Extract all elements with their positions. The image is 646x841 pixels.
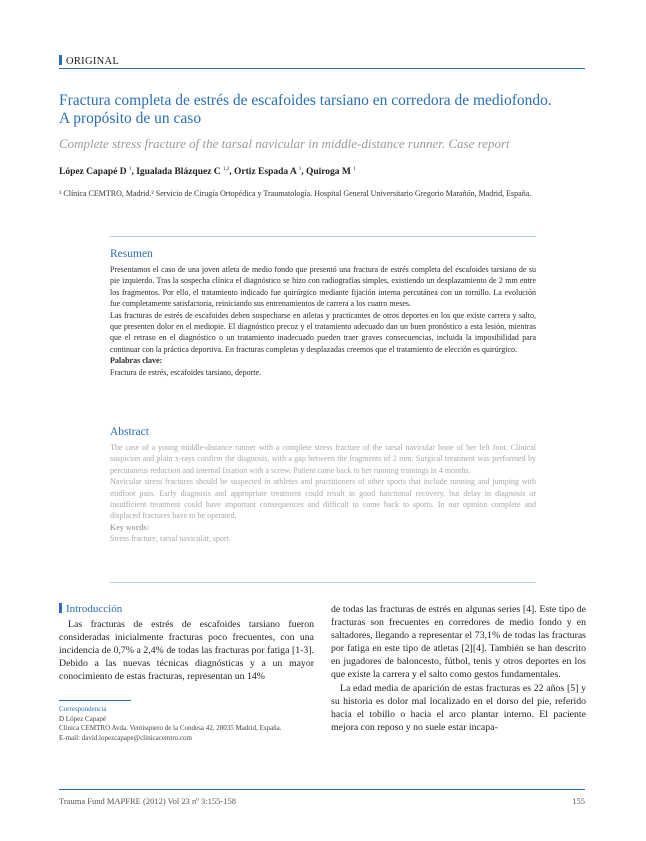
left-column (59, 603, 314, 684)
article-title-english: Complete stress fracture of the tarsal navicular in middle-distance runner. Case report (59, 136, 510, 151)
author-list: López Capapé D $^1$, Igualada Blázquez C $^{1,2}$, Ortiz Espada A $^1$, Quiroga M $^1$ (59, 167, 356, 178)
journal-citation: Trauma Fund MAPFRE (2012) Vol 23 nº 3:155-158 (59, 796, 236, 806)
author: Ortiz Espada A $^1$ (234, 167, 302, 178)
abstract-keywords-label: Key words: (110, 522, 150, 532)
affiliations: ¹ Clínica CEMTRO, Madrid.² Servicio de Cirugía Ortopédica y Traumatología. Hospital General Universitario Gregorio Marañón, Madrid, España. (59, 189, 532, 198)
resumen-paragraph-2: Las fracturas de estrés de escafoides deben sospecharse en atletas y practicantes de otros deportes en los que existe carrera y salto, que presenten dolor en el mediopie. El diagnóstico precoz y el tratamiento adecuado dan un buen pronóstico a esta lesión, mientras que el retraso en el diagnóstico o un tratamiento inadecuado pueden traer graves consecuencias, incluida la imposibilidad para continuar con la práctica deportiva. En fracturas completas y desplazadas creemos que el tratamiento de elección es quirúrgico. (110, 310, 536, 354)
intro-paragraph: Las fracturas de estrés de escafoides tarsiano fueron consideradas inicialmente fracturas poco frecuentes, con una incidencia de 0,7% a 2,4% de todas las fracturas por fatiga [1-3]. Debido a las nuevas técnicas diagnósticas y a un mayor conocimiento de estas fracturas, representan un 14% (59, 619, 314, 683)
correspondence-rule (59, 700, 131, 701)
right-column (331, 603, 586, 734)
correspondence (59, 705, 329, 743)
resumen-paragraph-1: Presentamos el caso de una joven atleta de medio fondo que presentó una fractura de estrés completa del escafoides tarsiano de su pie izquierdo. Tras la sospecha clínica el diagnóstico se hizo con radiografías simples, existiendo un desplazamiento de 2 mm entre los fragmentos. Por ello, el tratamiento indicado fue quirúrgico mediante fijación interna percutánea con un tornillo. La evolución fue completamente satisfactoria, reiniciando sus entrenamientos de carrera a los cuatro meses. (110, 265, 536, 309)
correspondence-heading: Correspondencia (59, 705, 107, 713)
author: López Capapé D $^1$ (59, 167, 132, 178)
title-line-1: Fractura completa de estrés de escafoides tarsiano en corredora de mediofondo. (59, 92, 552, 109)
correspondence-name: D López Capapé (59, 714, 107, 723)
article-title (59, 92, 599, 128)
abstract-paragraph-2: Navicular stress fractures should be suspected in athletes and practitioners of other sports that include running and jumping with midfoot pain. Early diagnosis and appropriate treatment could result in good functional recovery, but delay in diagnosis or insufficient treatment could have important consequences and difficult to come back to sports. In our opinion complete and displaced fractures have to be operated. (110, 477, 536, 521)
resumen-keywords: Fractura de estrés, escafoides tarsiano, deporte. (110, 367, 262, 377)
abstract-bottom-rule (110, 582, 536, 583)
resumen-keywords-label: Palabras clave: (110, 356, 163, 366)
abstract-heading: Abstract (110, 426, 149, 438)
abstract-paragraph-1: The case of a young middle-distance runner with a complete stress fracture of the tarsal navicular bone of her left foot. Clinical suspicion and plain x-rays confirm the diagnosis, with a gap between the fragments of 2 mm. Surgical treatment was performed by percutaneus reduction and internal fixation with a screw. Patient came back to her running trainings in 4 months. (110, 443, 536, 475)
correspondence-address: Clínica CEMTRO Avda. Ventisquero de la Condesa 42, 28035 Madrid, España. (59, 724, 282, 732)
resumen-heading: Resumen (110, 248, 153, 260)
abstract-body (110, 442, 536, 545)
footer-rule (59, 789, 585, 790)
section-tag-label: ORIGINAL (66, 56, 120, 67)
section-tag (59, 55, 119, 67)
abstract-keywords: Stress fracture, tarsal navicular, sport. (110, 534, 231, 544)
intro-paragraph: de todas las fracturas de estrés en algunas series [4]. Este tipo de fracturas son frecuentes en corredores de medio fondo y en saltadores, llegando a representar el 73,1% de todas las fracturas por fatiga en este tipo de atletas [2][4]. También se han descrito en jugadores de baloncesto, fútbol, tenis y otros deportes en los que existe la carrera y el salto como gestos fundamentales. (331, 604, 586, 681)
correspondence-email[interactable]: E-mail: david.lopezcapape@clinicacemtro.com (59, 733, 192, 742)
section-bar (59, 55, 62, 65)
page-number: 155 (572, 796, 585, 806)
abstract-top-rule (110, 236, 536, 237)
author: Quiroga M $^1$ (305, 167, 356, 178)
intro-paragraph: La edad media de aparición de estas fracturas es 22 años [5] y su historia es dolor mal localizado en el dorso del pie, referido hacia el tobillo o hacia el arco plantar interno. El paciente mejora con reposo y no suele estar incapa- (331, 682, 586, 733)
author: Igualada Blázquez C $^{1,2}$ (136, 167, 230, 178)
intro-heading: Introducción (59, 603, 314, 616)
header-rule (59, 68, 585, 69)
intro-bar (59, 603, 62, 613)
resumen-body (110, 264, 536, 378)
title-line-2: A propósito de un caso (59, 110, 202, 127)
